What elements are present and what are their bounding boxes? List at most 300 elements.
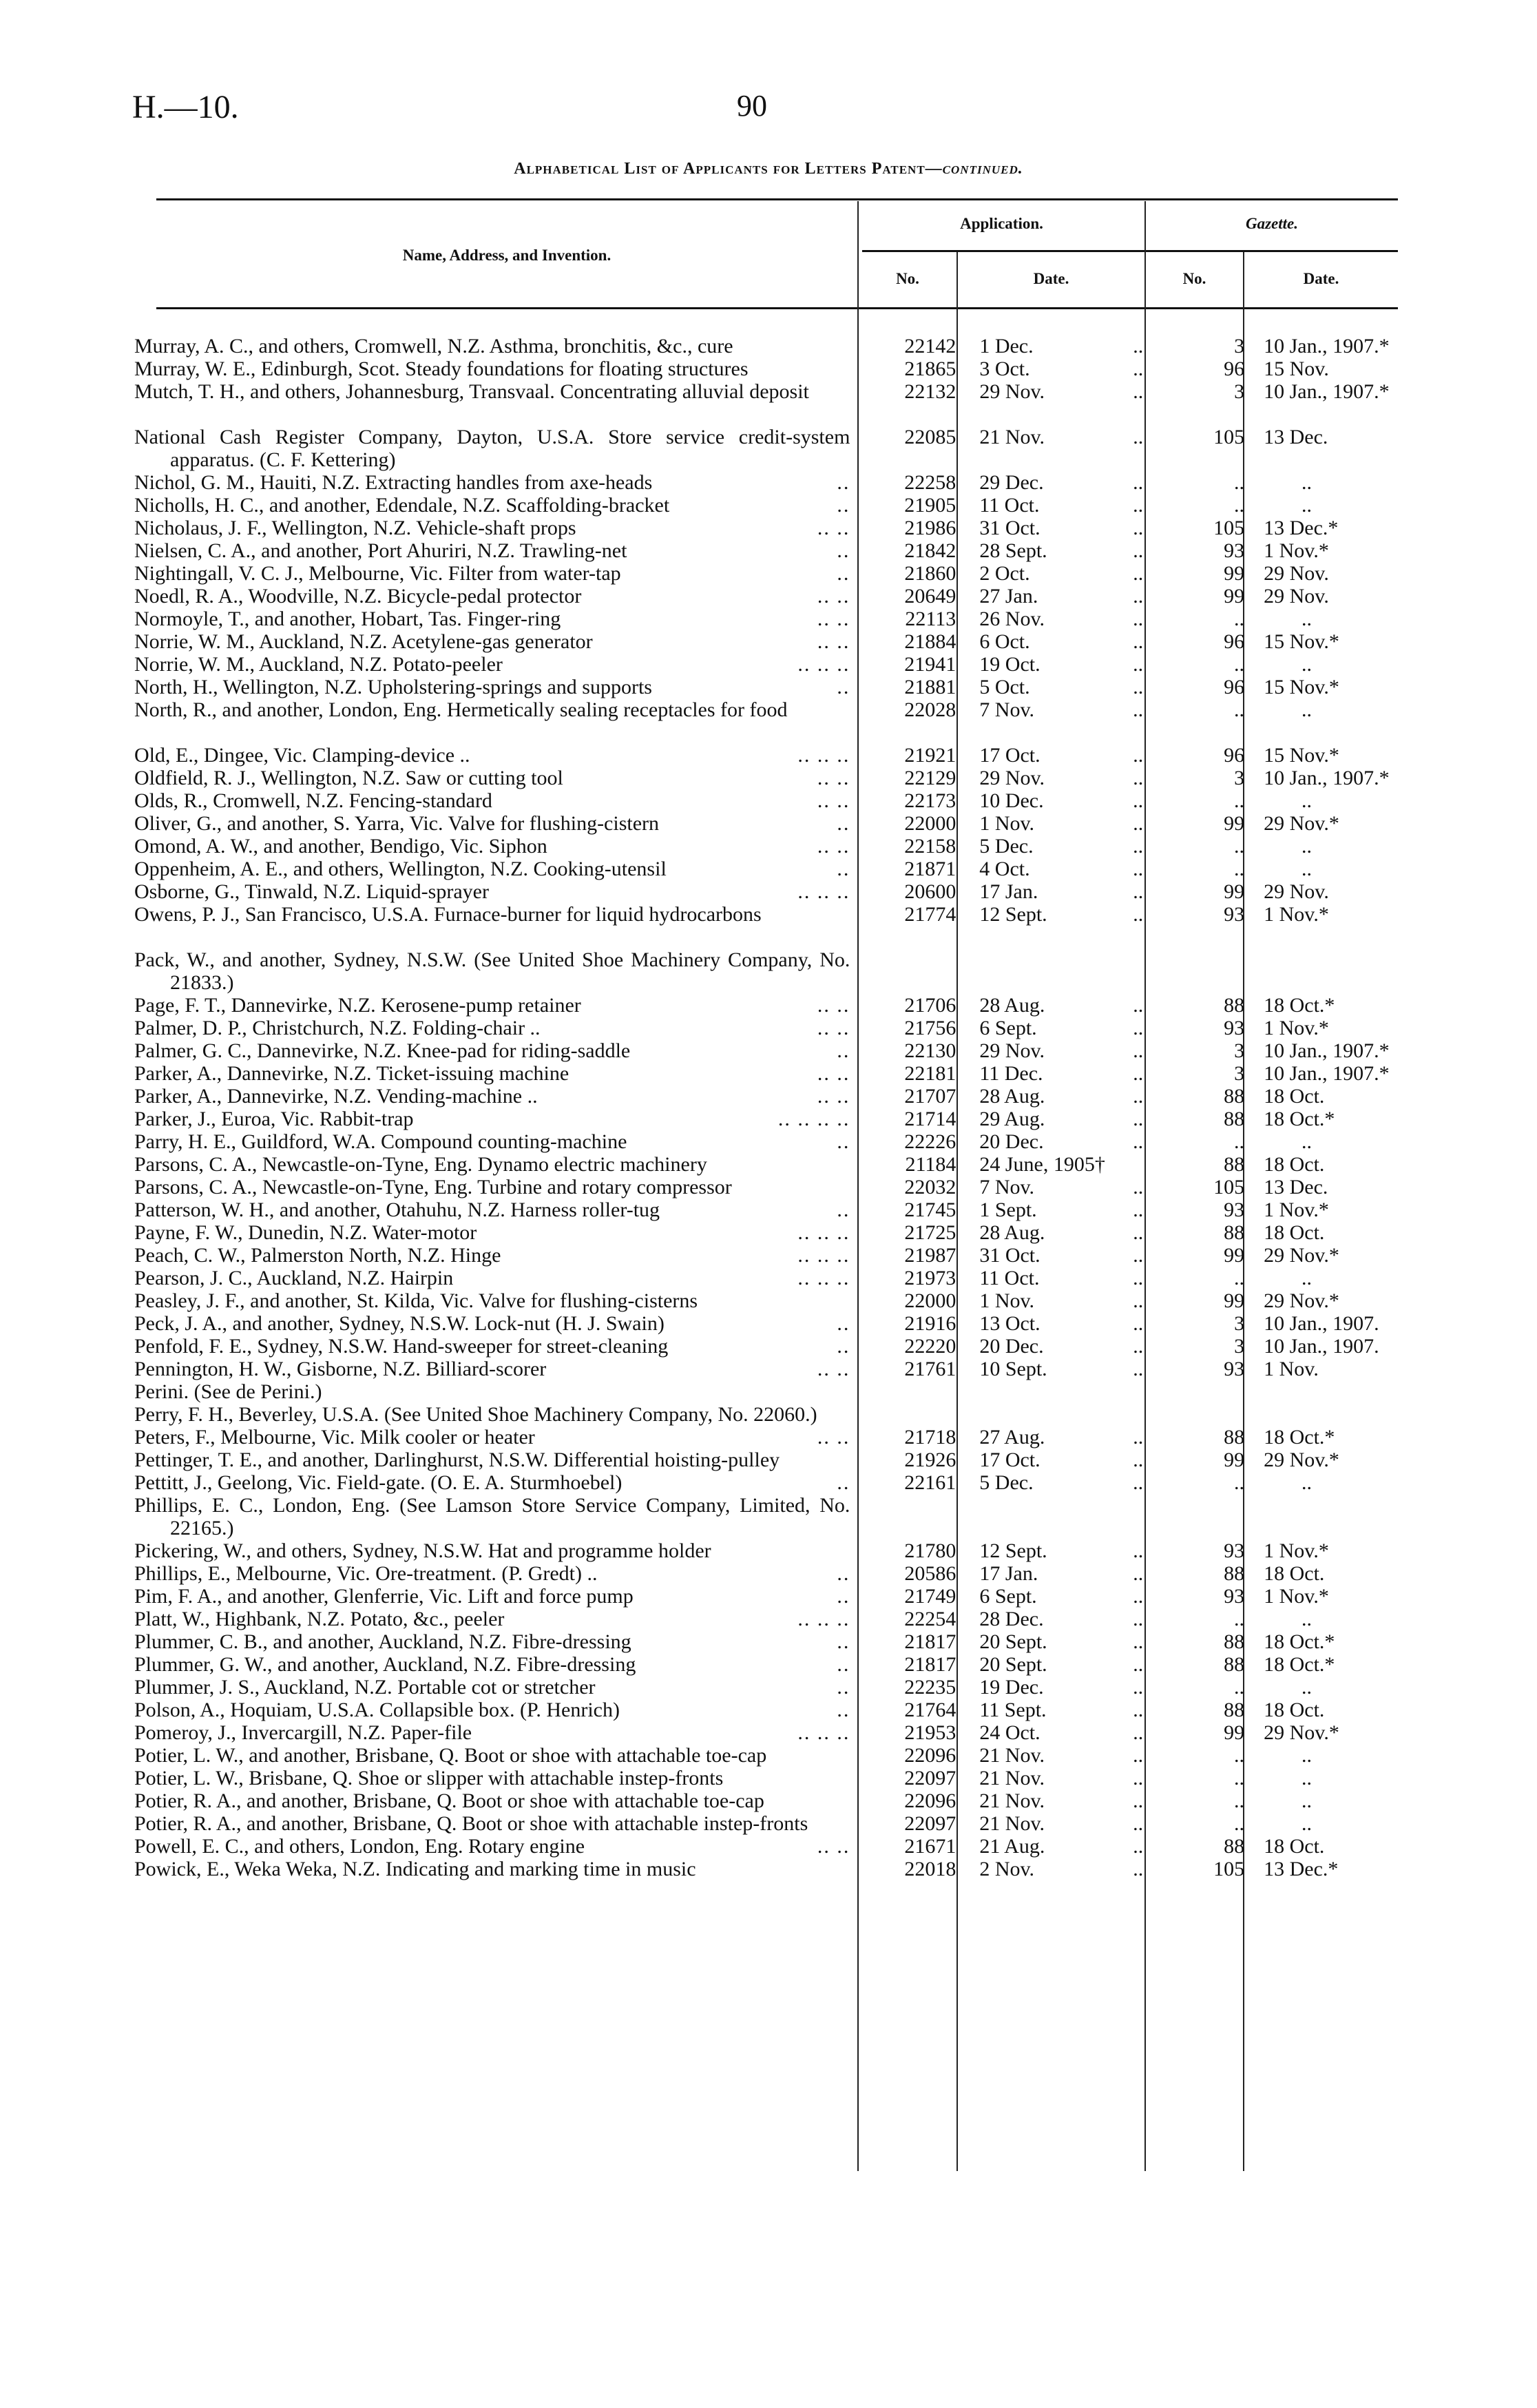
header-gazette-date: Date. <box>1303 270 1339 287</box>
leader-dots: .. <box>1133 1108 1144 1130</box>
table-row <box>134 1721 1415 1744</box>
gazette-date: 1 Nov.* <box>1264 1585 1329 1608</box>
table-row <box>134 1608 1415 1630</box>
applicant-name-invention: Peasley, J. F., and another, St. Kilda, Vic. Valve for flushing-cisterns <box>134 1289 698 1312</box>
application-date-cell <box>971 903 1158 926</box>
gazette-number: 88 <box>1224 994 1245 1017</box>
application-number: 21973 <box>904 1267 956 1289</box>
applicant-name-invention: Murray, W. E., Edinburgh, Scot. Steady foundations for floating structures <box>134 357 749 380</box>
table-row <box>134 1130 1415 1153</box>
application-number: 21761 <box>904 1358 956 1380</box>
application-date: 1 Nov. <box>979 812 1035 835</box>
gazette-number: 99 <box>1224 1244 1245 1267</box>
gazette-date: 13 Dec. <box>1264 1176 1328 1198</box>
application-number: 21756 <box>904 1017 956 1039</box>
leader-dots: .. .. .. <box>797 1608 850 1630</box>
leader-dots: .. .. .. .. <box>777 1108 850 1130</box>
table-row <box>134 1630 1415 1653</box>
applicant-cell <box>134 1562 850 1585</box>
gazette-date: 18 Oct. <box>1264 1153 1325 1176</box>
application-number: 22028 <box>904 698 956 721</box>
table-row <box>134 1812 1415 1835</box>
leader-dots: .. .. <box>817 1062 850 1085</box>
application-number: 22142 <box>904 335 956 357</box>
applicant-name-invention: Powick, E., Weka Weka, N.Z. Indicating and marking time in music <box>134 1858 696 1880</box>
application-date: 7 Nov. <box>979 698 1034 721</box>
application-number <box>850 1403 971 1426</box>
applicant-name-invention: Palmer, G. C., Dannevirke, N.Z. Knee-pad for riding-saddle <box>134 1039 631 1062</box>
application-date: 27 Aug. <box>979 1426 1045 1449</box>
applicant-cell <box>134 585 850 608</box>
applicant-name-invention: Oppenheim, A. E., and others, Wellington, N.Z. Cooking-utensil <box>134 858 667 880</box>
leader-dots: .. <box>1133 1039 1144 1062</box>
application-date-cell <box>971 1108 1158 1130</box>
applicant-name-invention: Platt, W., Highbank, N.Z. Potato, &c., peeler <box>134 1608 505 1630</box>
application-date: 20 Sept. <box>979 1630 1047 1653</box>
application-date: 17 Jan. <box>979 1562 1038 1585</box>
application-number: 20649 <box>904 585 956 608</box>
applicant-cell <box>134 903 850 926</box>
gazette-number: 93 <box>1224 1539 1245 1562</box>
gazette-date: 29 Nov.* <box>1264 812 1339 835</box>
application-number <box>850 1494 971 1539</box>
table-row <box>134 1198 1415 1221</box>
application-number: 22181 <box>904 1062 956 1085</box>
gazette-date: 1 Nov.* <box>1264 1539 1329 1562</box>
leader-dots: .. .. .. <box>797 653 850 676</box>
gazette-date: 15 Nov.* <box>1264 744 1339 767</box>
gazette-date: .. <box>1301 1471 1312 1494</box>
leader-dots: .. <box>1133 676 1144 698</box>
leader-dots: .. <box>837 1039 850 1062</box>
leader-dots: .. <box>1133 1767 1144 1789</box>
application-date: 20 Sept. <box>979 1653 1047 1676</box>
leader-dots: .. .. <box>817 767 850 789</box>
gazette-number: 96 <box>1224 630 1245 653</box>
applicant-name-invention: Nightingall, V. C. J., Melbourne, Vic. Filter from water-tap <box>134 562 621 585</box>
application-number: 20600 <box>904 880 956 903</box>
gazette-date <box>1257 948 1415 994</box>
leader-dots: .. .. <box>817 630 850 653</box>
applicant-name-invention: Pettitt, J., Geelong, Vic. Field-gate. (O. E. A. Sturmhoebel) <box>134 1471 623 1494</box>
applicant-cell <box>134 1449 850 1471</box>
gazette-number: .. <box>1234 1767 1245 1789</box>
table-row <box>134 1267 1415 1289</box>
gazette-date: 10 Jan., 1907.* <box>1264 1039 1390 1062</box>
gazette-number: 3 <box>1234 1039 1245 1062</box>
table-row <box>134 335 1415 357</box>
leader-dots: .. <box>1133 812 1144 835</box>
leader-dots: .. <box>1133 471 1144 494</box>
gazette-number: 88 <box>1224 1426 1245 1449</box>
leader-dots: .. <box>1133 1676 1144 1699</box>
gazette-number: 3 <box>1234 380 1245 403</box>
gazette-number: 105 <box>1213 517 1245 539</box>
gazette-number: .. <box>1234 1812 1245 1835</box>
table-row <box>134 698 1415 721</box>
gazette-date: 29 Nov.* <box>1264 1721 1339 1744</box>
gazette-number: 3 <box>1234 1335 1245 1358</box>
leader-dots: .. .. .. <box>797 880 850 903</box>
table-row <box>134 1062 1415 1085</box>
leader-dots: .. <box>1133 1744 1144 1767</box>
applicant-name-invention: Penfold, F. E., Sydney, N.S.W. Hand-sweeper for street-cleaning <box>134 1335 669 1358</box>
applicant-cell <box>134 880 850 903</box>
application-date-cell <box>971 1835 1158 1858</box>
leader-dots: .. <box>837 1335 850 1358</box>
gazette-date: 18 Oct.* <box>1264 1108 1335 1130</box>
gazette-number: 3 <box>1234 1312 1245 1335</box>
leader-dots: .. <box>837 1198 850 1221</box>
leader-dots: .. .. .. <box>797 1244 850 1267</box>
document-code: H.—10. <box>132 89 239 125</box>
application-date-cell <box>971 994 1158 1017</box>
leader-dots: .. <box>1133 1176 1144 1198</box>
table-row <box>134 812 1415 835</box>
gazette-number: .. <box>1234 1789 1245 1812</box>
gazette-date: .. <box>1301 1267 1312 1289</box>
application-date: 17 Oct. <box>979 1449 1041 1471</box>
application-date: 5 Dec. <box>979 1471 1034 1494</box>
table-row <box>134 1335 1415 1358</box>
application-date-cell <box>971 676 1158 698</box>
table-row <box>134 1017 1415 1039</box>
application-number: 21671 <box>904 1835 956 1858</box>
gazette-date: .. <box>1301 858 1312 880</box>
application-date-cell <box>971 1153 1158 1176</box>
application-date-cell <box>971 1539 1158 1562</box>
leader-dots: .. <box>1133 517 1144 539</box>
leader-dots: .. <box>1133 767 1144 789</box>
gazette-date <box>1257 1494 1415 1539</box>
leader-dots: .. <box>837 1630 850 1653</box>
gazette-date: 10 Jan., 1907.* <box>1264 1062 1390 1085</box>
table-row <box>134 880 1415 903</box>
leader-dots: .. <box>1133 744 1144 767</box>
leader-dots: .. <box>1133 903 1144 926</box>
application-date-cell <box>971 880 1158 903</box>
applicant-name-invention: Potier, R. A., and another, Brisbane, Q. Boot or shoe with attachable instep-fronts <box>134 1812 808 1835</box>
leader-dots: .. <box>1133 539 1144 562</box>
gazette-number: 93 <box>1224 1585 1245 1608</box>
gazette-number: 88 <box>1224 1630 1245 1653</box>
application-date: 17 Oct. <box>979 744 1041 767</box>
leader-dots: .. <box>837 1699 850 1721</box>
gazette-date <box>1257 1403 1415 1426</box>
applicant-name-invention: Pettinger, T. E., and another, Darlinghurst, N.S.W. Differential hoisting-pulley <box>134 1449 780 1471</box>
applicant-name-invention: Potier, L. W., and another, Brisbane, Q. Boot or shoe with attachable toe-cap <box>134 1744 767 1767</box>
table-row <box>134 1676 1415 1699</box>
application-date: 28 Aug. <box>979 994 1045 1017</box>
leader-dots: .. <box>1133 585 1144 608</box>
application-number: 22130 <box>904 1039 956 1062</box>
application-date: 24 Oct. <box>979 1721 1041 1744</box>
gazette-number: 88 <box>1224 1562 1245 1585</box>
table-row <box>134 1289 1415 1312</box>
application-date-cell <box>971 1062 1158 1085</box>
applicant-cell <box>134 1335 850 1358</box>
application-number: 22132 <box>904 380 956 403</box>
applicant-name-invention: Owens, P. J., San Francisco, U.S.A. Furnace-burner for liquid hydrocarbons <box>134 903 762 926</box>
table-row <box>134 1221 1415 1244</box>
applicant-name-invention: Phillips, E. C., London, Eng. (See Lamson Store Service Company, Limited, No. 22165.) <box>134 1494 850 1539</box>
applicant-name-invention: Osborne, G., Tinwald, N.Z. Liquid-sprayer <box>134 880 489 903</box>
table-row <box>134 1176 1415 1198</box>
gazette-date: 13 Dec. <box>1264 426 1328 448</box>
leader-dots: .. <box>837 1130 850 1153</box>
application-date: 6 Sept. <box>979 1017 1037 1039</box>
applicant-name-invention: Normoyle, T., and another, Hobart, Tas. Finger-ring <box>134 608 561 630</box>
applicant-name-invention: Noedl, R. A., Woodville, N.Z. Bicycle-pedal protector <box>134 585 582 608</box>
header-application: Application. <box>960 215 1043 232</box>
leader-dots: .. .. .. <box>797 1721 850 1744</box>
application-date: 21 Aug. <box>979 1835 1045 1858</box>
applicant-name-invention: Parsons, C. A., Newcastle-on-Tyne, Eng. Turbine and rotary compressor <box>134 1176 732 1198</box>
application-number: 21714 <box>904 1108 956 1130</box>
applicant-name-invention: Nicholls, H. C., and another, Edendale, N.Z. Scaffolding-bracket <box>134 494 670 517</box>
application-date: 20 Dec. <box>979 1130 1044 1153</box>
application-date-cell <box>971 1403 1158 1426</box>
application-number: 21926 <box>904 1449 956 1471</box>
gazette-date: 18 Oct.* <box>1264 1630 1335 1653</box>
application-number: 22158 <box>904 835 956 858</box>
application-number: 21884 <box>904 630 956 653</box>
gazette-number: .. <box>1234 1676 1245 1699</box>
applicant-cell <box>134 767 850 789</box>
application-date-cell <box>971 1653 1158 1676</box>
application-date-cell <box>971 698 1158 721</box>
application-number: 21764 <box>904 1699 956 1721</box>
applicant-cell <box>134 1767 850 1789</box>
leader-dots: .. <box>1133 630 1144 653</box>
gazette-date: 18 Oct. <box>1264 1562 1325 1585</box>
applicant-name-invention: Parker, J., Euroa, Vic. Rabbit-trap <box>134 1108 414 1130</box>
applicant-name-invention: Norrie, W. M., Auckland, N.Z. Acetylene-gas generator <box>134 630 593 653</box>
applicant-name-invention: Pim, F. A., and another, Glenferrie, Vic. Lift and force pump <box>134 1585 634 1608</box>
application-date-cell <box>971 1471 1158 1494</box>
applicant-cell <box>134 1471 850 1494</box>
header-bottom-rule <box>156 307 1398 309</box>
leader-dots: .. <box>837 676 850 698</box>
table-row <box>134 1767 1415 1789</box>
table-row <box>134 380 1415 403</box>
applicants-table-body <box>134 335 1415 1880</box>
application-date: 11 Oct. <box>979 1267 1040 1289</box>
header-name-address-invention: Name, Address, and Invention. <box>402 247 611 264</box>
gazette-date: 15 Nov.* <box>1264 676 1339 698</box>
application-date-cell <box>971 426 1158 471</box>
table-row <box>134 1835 1415 1858</box>
application-date-cell <box>971 608 1158 630</box>
gazette-number: 99 <box>1224 1289 1245 1312</box>
application-date: 28 Dec. <box>979 1608 1044 1630</box>
application-date: 28 Aug. <box>979 1085 1045 1108</box>
applicant-name-invention: National Cash Register Company, Dayton, U.S.A. Store service credit-system apparatus. (C. F. Kettering) <box>134 426 850 471</box>
application-date: 11 Oct. <box>979 494 1040 517</box>
header-gazette-no: No. <box>1182 270 1206 287</box>
gazette-number: .. <box>1234 1744 1245 1767</box>
leader-dots: .. <box>837 1585 850 1608</box>
application-number: 22096 <box>904 1789 956 1812</box>
gazette-number: 93 <box>1224 1198 1245 1221</box>
leader-dots: .. <box>837 1471 850 1494</box>
application-number: 20586 <box>904 1562 956 1585</box>
table-row <box>134 1108 1415 1130</box>
applicant-cell <box>134 1244 850 1267</box>
table-row <box>134 1494 1415 1539</box>
leader-dots: .. .. .. <box>797 744 850 767</box>
leader-dots: .. <box>837 562 850 585</box>
application-date: 21 Nov. <box>979 1789 1045 1812</box>
gazette-number: .. <box>1234 698 1245 721</box>
leader-dots: .. <box>1133 1789 1144 1812</box>
applicant-cell <box>134 1812 850 1835</box>
leader-dots: .. <box>837 471 850 494</box>
application-date-cell <box>971 1267 1158 1289</box>
application-date-cell <box>971 1312 1158 1335</box>
leader-dots: .. <box>1133 1198 1144 1221</box>
application-number: 22235 <box>904 1676 956 1699</box>
applicant-name-invention: Payne, F. W., Dunedin, N.Z. Water-motor <box>134 1221 477 1244</box>
applicant-name-invention: Pennington, H. W., Gisborne, N.Z. Billiard-scorer <box>134 1358 547 1380</box>
leader-dots: .. .. <box>817 1426 850 1449</box>
gazette-date: 29 Nov. <box>1264 880 1329 903</box>
applicant-name-invention: Oliver, G., and another, S. Yarra, Vic. Valve for flushing-cistern <box>134 812 660 835</box>
gazette-number: 88 <box>1224 1153 1245 1176</box>
application-date-cell <box>971 1426 1158 1449</box>
table-row <box>134 539 1415 562</box>
table-row <box>134 494 1415 517</box>
application-date-cell <box>971 585 1158 608</box>
application-number: 21916 <box>904 1312 956 1335</box>
application-date-cell <box>971 812 1158 835</box>
application-date-cell <box>971 1176 1158 1198</box>
gazette-number: 93 <box>1224 1358 1245 1380</box>
leader-dots: .. .. .. <box>797 1221 850 1244</box>
applicant-name-invention: Norrie, W. M., Auckland, N.Z. Potato-peeler <box>134 653 503 676</box>
leader-dots: .. <box>1133 1608 1144 1630</box>
table-row <box>134 426 1415 471</box>
gazette-date: 10 Jan., 1907.* <box>1264 767 1390 789</box>
applicant-cell <box>134 608 850 630</box>
gazette-date: 29 Nov.* <box>1264 1449 1339 1471</box>
leader-dots: .. <box>837 494 850 517</box>
application-number: 21774 <box>904 903 956 926</box>
table-row <box>134 1153 1415 1176</box>
application-number: 22173 <box>904 789 956 812</box>
application-date-cell <box>971 1289 1158 1312</box>
application-date: 29 Dec. <box>979 471 1044 494</box>
applicant-name-invention: Polson, A., Hoquiam, U.S.A. Collapsible box. (P. Henrich) <box>134 1699 620 1721</box>
application-date-cell <box>971 835 1158 858</box>
applicant-name-invention: Oldfield, R. J., Wellington, N.Z. Saw or cutting tool <box>134 767 563 789</box>
application-date-cell <box>971 335 1158 357</box>
application-date: 10 Sept. <box>979 1358 1047 1380</box>
leader-dots: .. <box>1133 1062 1144 1085</box>
applicant-cell <box>134 1062 850 1085</box>
applicant-name-invention: Plummer, J. S., Auckland, N.Z. Portable cot or stretcher <box>134 1676 596 1699</box>
applicant-name-invention: Olds, R., Cromwell, N.Z. Fencing-standard <box>134 789 492 812</box>
applicant-name-invention: Parker, A., Dannevirke, N.Z. Vending-machine .. <box>134 1085 538 1108</box>
application-number: 21986 <box>904 517 956 539</box>
gazette-date: 10 Jan., 1907. <box>1264 1312 1379 1335</box>
applicant-cell <box>134 1176 850 1198</box>
application-date-cell <box>971 471 1158 494</box>
table-row <box>134 517 1415 539</box>
leader-dots: .. <box>1133 1835 1144 1858</box>
application-date: 28 Sept. <box>979 539 1047 562</box>
gazette-date: 29 Nov. <box>1264 562 1329 585</box>
leader-dots: .. <box>837 1653 850 1676</box>
application-number: 22129 <box>904 767 956 789</box>
gazette-date: 1 Nov. <box>1264 1358 1319 1380</box>
table-row <box>134 1039 1415 1062</box>
gazette-number <box>1158 1380 1257 1403</box>
application-date-cell <box>971 1812 1158 1835</box>
application-number: 21817 <box>904 1653 956 1676</box>
application-date-cell <box>971 1221 1158 1244</box>
gazette-date: .. <box>1301 698 1312 721</box>
leader-dots: .. <box>837 1676 850 1699</box>
application-date: 17 Jan. <box>979 880 1038 903</box>
applicant-name-invention: Omond, A. W., and another, Bendigo, Vic. Siphon <box>134 835 547 858</box>
application-date: 28 Aug. <box>979 1221 1045 1244</box>
application-number: 21987 <box>904 1244 956 1267</box>
application-number: 21718 <box>904 1426 956 1449</box>
gazette-date <box>1257 1380 1415 1403</box>
applicant-cell <box>134 744 850 767</box>
application-date: 29 Nov. <box>979 767 1045 789</box>
applicant-cell <box>134 1039 850 1062</box>
application-date-cell <box>971 562 1158 585</box>
applicant-cell <box>134 562 850 585</box>
gazette-date: 10 Jan., 1907.* <box>1264 380 1390 403</box>
gazette-date: 18 Oct. <box>1264 1221 1325 1244</box>
gazette-date: 18 Oct. <box>1264 1699 1325 1721</box>
leader-dots: .. .. <box>817 517 850 539</box>
table-row <box>134 357 1415 380</box>
application-date: 29 Nov. <box>979 380 1045 403</box>
applicant-name-invention: North, R., and another, London, Eng. Hermetically sealing receptacles for food <box>134 698 788 721</box>
application-number: 22226 <box>904 1130 956 1153</box>
leader-dots: .. <box>1133 789 1144 812</box>
applicant-cell <box>134 1085 850 1108</box>
application-number: 22258 <box>904 471 956 494</box>
applicant-name-invention: Phillips, E., Melbourne, Vic. Ore-treatment. (P. Gredt) .. <box>134 1562 598 1585</box>
gazette-number: .. <box>1234 608 1245 630</box>
gazette-number <box>1158 1494 1257 1539</box>
table-row <box>134 948 1415 994</box>
table-row <box>134 767 1415 789</box>
application-date: 29 Nov. <box>979 1039 1045 1062</box>
applicant-cell <box>134 1198 850 1221</box>
leader-dots: .. <box>837 858 850 880</box>
application-date: 20 Dec. <box>979 1335 1044 1358</box>
leader-dots: .. .. <box>817 608 850 630</box>
applicant-cell <box>134 1721 850 1744</box>
gazette-date: .. <box>1301 1608 1312 1630</box>
leader-dots: .. <box>1133 1858 1144 1880</box>
leader-dots: .. <box>1133 1721 1144 1744</box>
applicant-name-invention: Parry, H. E., Guildford, W.A. Compound counting-machine <box>134 1130 627 1153</box>
applicant-cell <box>134 494 850 517</box>
applicant-cell <box>134 1312 850 1335</box>
applicant-cell <box>134 1289 850 1312</box>
applicant-cell <box>134 1676 850 1699</box>
gazette-date: .. <box>1301 1744 1312 1767</box>
applicant-cell <box>134 1608 850 1630</box>
table-row <box>134 1585 1415 1608</box>
